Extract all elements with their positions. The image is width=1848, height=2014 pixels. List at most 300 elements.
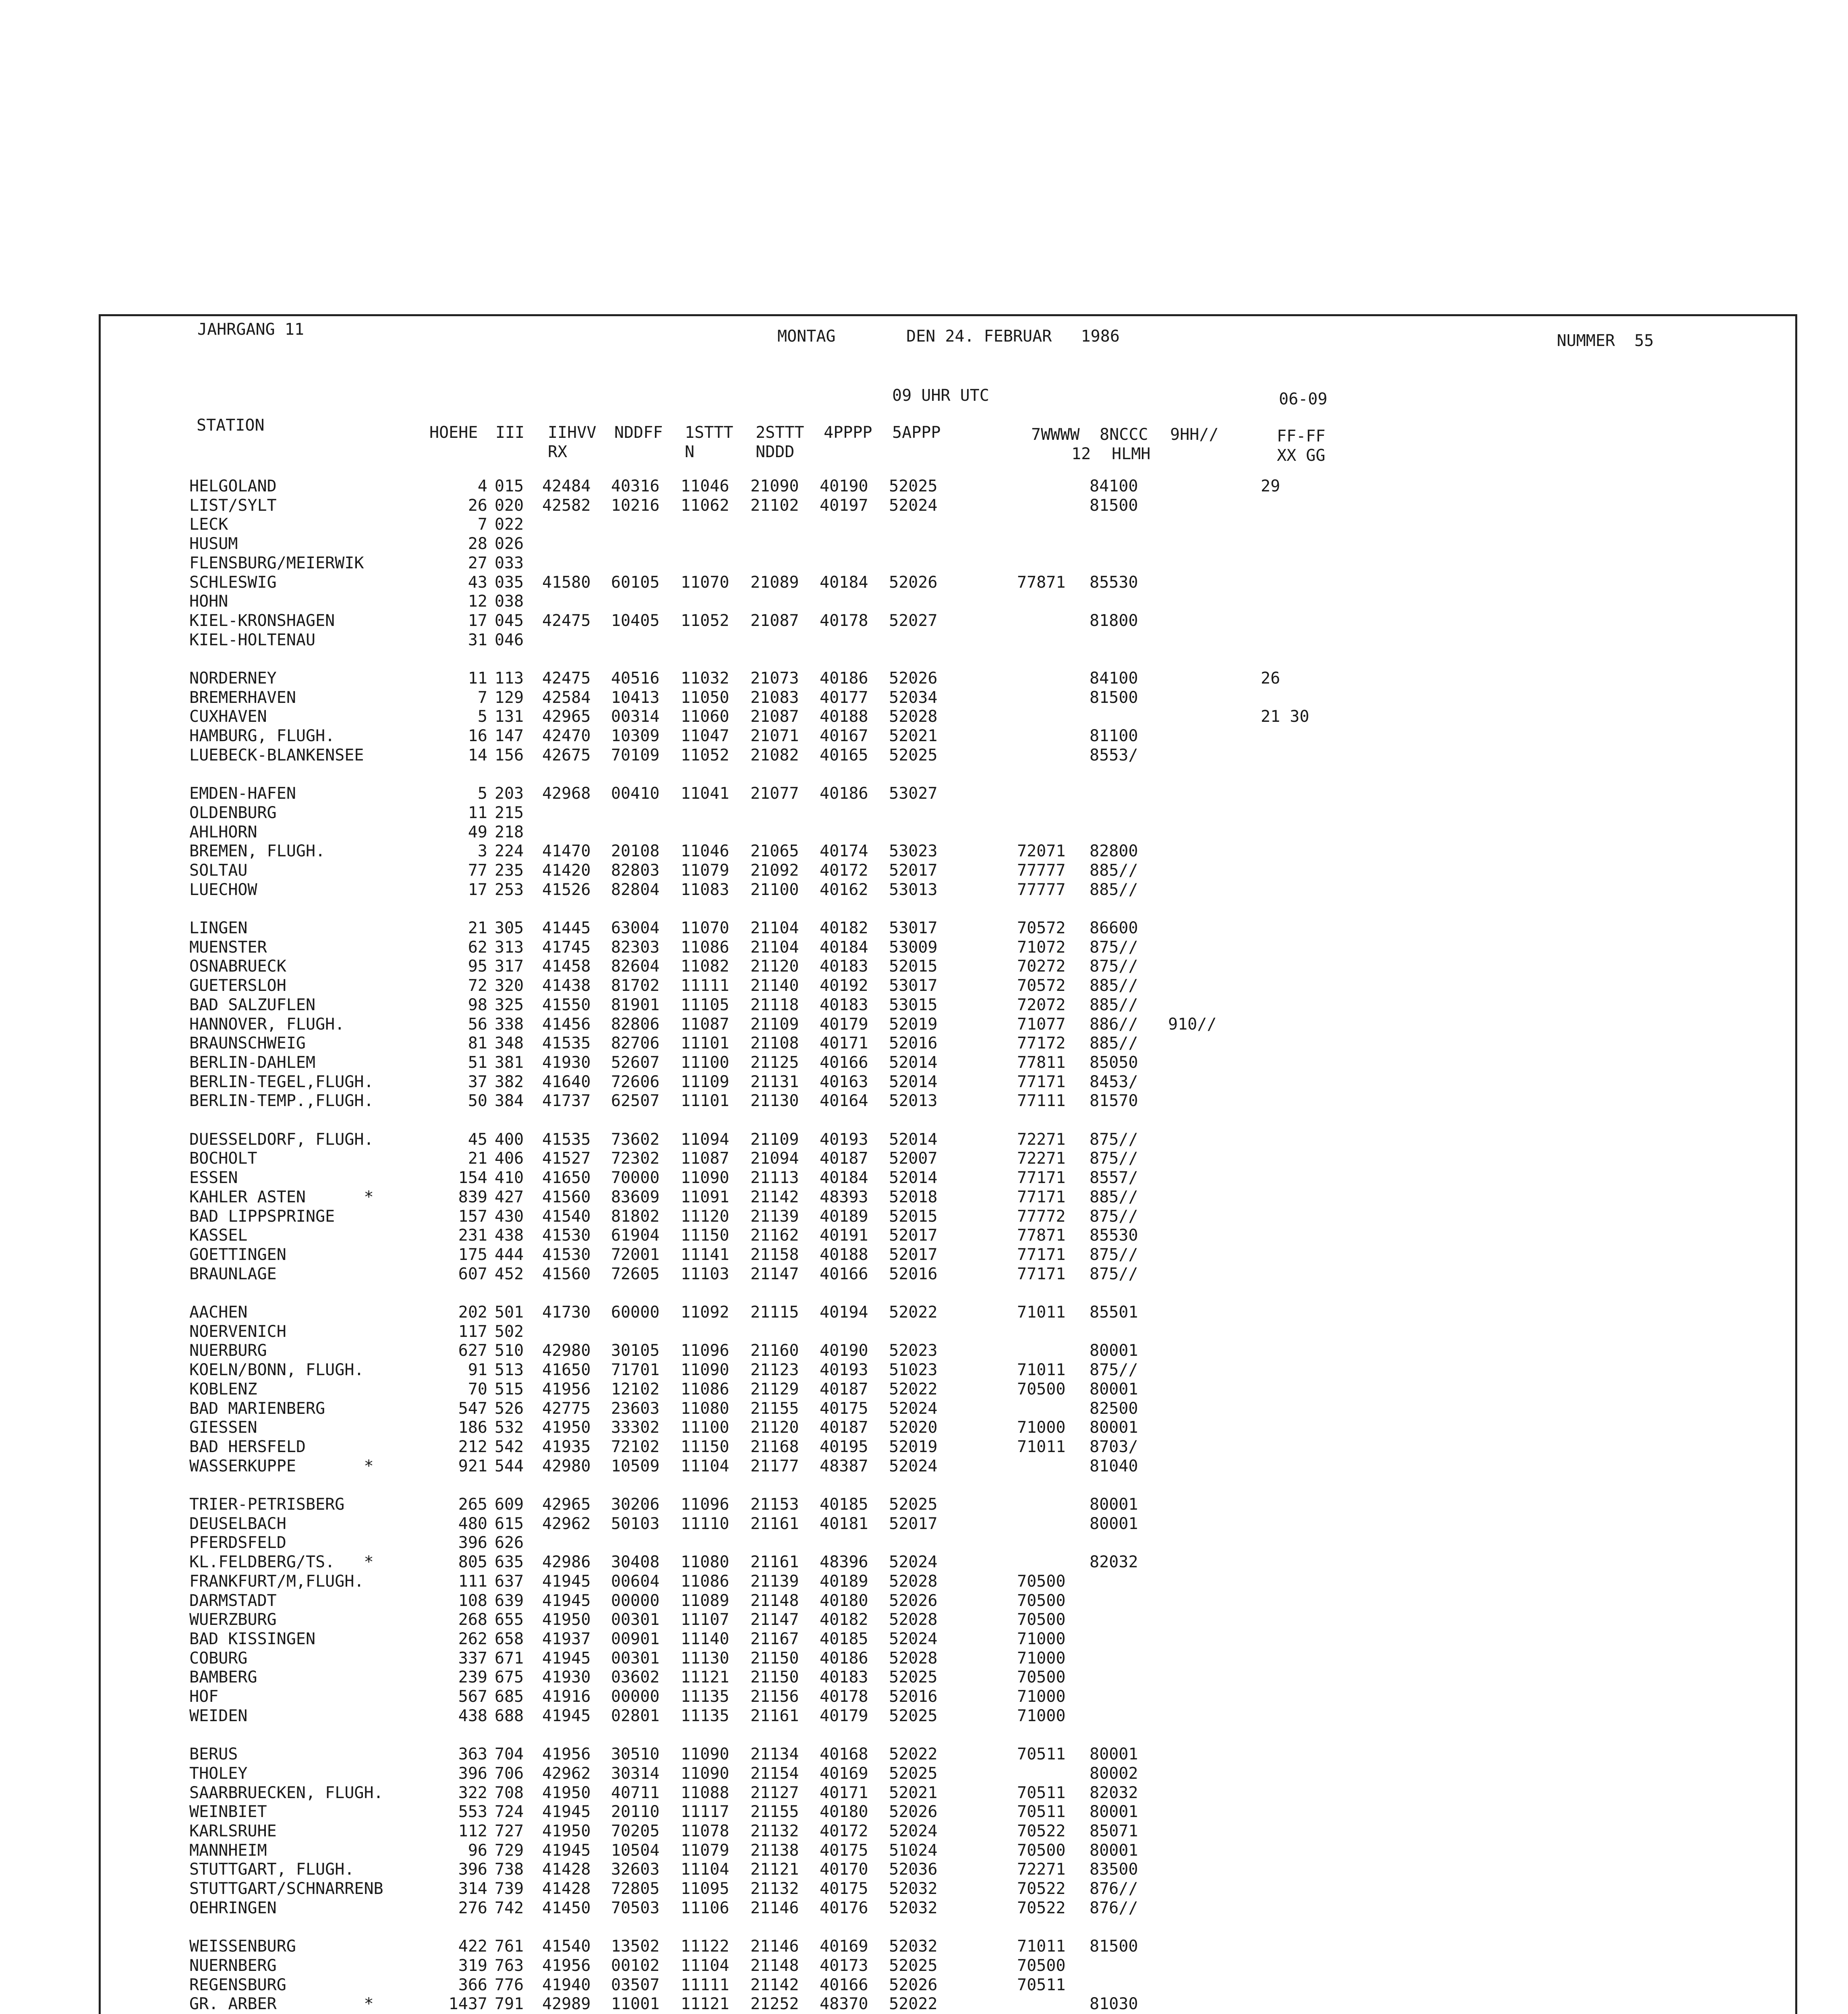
4pppp-value: 40169 [820, 1764, 868, 1783]
hoehe-value: 337 [458, 1649, 487, 1668]
nddff-value: 63004 [611, 919, 660, 937]
nddff-value: 00901 [611, 1630, 660, 1648]
table-row [0, 1322, 1848, 1341]
hoehe-value: 56 [468, 1015, 487, 1034]
5appp-value: 52024 [889, 1553, 938, 1571]
iihvv-value: 41945 [542, 1803, 591, 1821]
5appp-value: 53027 [889, 784, 938, 803]
7wwww-value: 77111 [1017, 1092, 1066, 1110]
5appp-value: 52025 [889, 1707, 938, 1725]
iihvv-value: 41650 [542, 1169, 591, 1187]
jahrgang-label: JAHRGANG 11 [197, 320, 304, 339]
date-label: DEN 24. FEBRUAR 1986 [906, 327, 1120, 346]
iii-value: 515 [495, 1380, 524, 1399]
4pppp-value: 40163 [820, 1073, 868, 1091]
8nccc-value: 80001 [1090, 1495, 1138, 1514]
iii-value: 147 [495, 727, 524, 745]
4pppp-value: 40179 [820, 1015, 868, 1034]
2sttt-value: 21113 [750, 1169, 799, 1187]
1sttt-value: 11120 [681, 1207, 729, 1226]
iii-value: 685 [495, 1687, 524, 1706]
7wwww-value: 77772 [1017, 1207, 1066, 1226]
col-2sttt-sub: NDDD [756, 443, 795, 461]
table-row [0, 534, 1848, 553]
iii-value: 215 [495, 804, 524, 822]
table-row [0, 823, 1848, 842]
7wwww-value: 71000 [1017, 1649, 1066, 1668]
8nccc-value: 875// [1090, 1361, 1138, 1379]
hoehe-value: 157 [458, 1207, 487, 1226]
2sttt-value: 21148 [750, 1591, 799, 1610]
5appp-value: 52032 [889, 1937, 938, 1956]
table-row [0, 918, 1848, 938]
col-8nccc: 8NCCC [1100, 425, 1148, 444]
table-row [0, 1303, 1848, 1322]
table-row [0, 669, 1848, 688]
nddff-value: 00301 [611, 1610, 660, 1629]
hoehe-value: 51 [468, 1053, 487, 1072]
8nccc-value: 84100 [1090, 669, 1138, 688]
station-name: BRAUNSCHWEIG [189, 1034, 306, 1053]
station-name: KOBLENZ [189, 1380, 257, 1399]
iii-value: 325 [495, 996, 524, 1014]
table-row [0, 611, 1848, 630]
hoehe-value: 21 [468, 919, 487, 937]
iii-value: 406 [495, 1149, 524, 1168]
hoehe-value: 77 [468, 861, 487, 880]
station-name: HUSUM [189, 535, 238, 553]
hoehe-value: 27 [468, 554, 487, 572]
station-name: BERLIN-DAHLEM [189, 1053, 316, 1072]
4pppp-value: 40193 [820, 1130, 868, 1149]
iihvv-value: 42962 [542, 1764, 591, 1783]
iii-value: 655 [495, 1610, 524, 1629]
8nccc-value: 8553/ [1090, 746, 1138, 765]
nddff-value: 60000 [611, 1303, 660, 1322]
2sttt-value: 21130 [750, 1092, 799, 1110]
nddff-value: 20110 [611, 1803, 660, 1821]
station-name: BERLIN-TEGEL,FLUGH. [189, 1073, 374, 1091]
iii-value: 253 [495, 881, 524, 899]
1sttt-value: 11088 [681, 1784, 729, 1802]
7wwww-value: 70511 [1017, 1803, 1066, 1821]
5appp-value: 52026 [889, 669, 938, 688]
2sttt-value: 21132 [750, 1879, 799, 1898]
2sttt-value: 21154 [750, 1764, 799, 1783]
1sttt-value: 11111 [681, 1976, 729, 1994]
iihvv-value: 41737 [542, 1092, 591, 1110]
station-name: WASSERKUPPE * [189, 1457, 374, 1475]
hoehe-value: 627 [458, 1341, 487, 1360]
iii-value: 113 [495, 669, 524, 688]
5appp-value: 52027 [889, 611, 938, 630]
nddff-value: 82804 [611, 881, 660, 899]
5appp-value: 52025 [889, 477, 938, 495]
iii-value: 727 [495, 1822, 524, 1840]
iihvv-value: 41445 [542, 919, 591, 937]
hoehe-value: 5 [477, 707, 487, 726]
2sttt-value: 21109 [750, 1015, 799, 1034]
8nccc-value: 84100 [1090, 477, 1138, 495]
4pppp-value: 40180 [820, 1591, 868, 1610]
7wwww-value: 77811 [1017, 1053, 1066, 1072]
iii-value: 015 [495, 477, 524, 495]
iihvv-value: 41438 [542, 976, 591, 995]
ff-value: 26 [1261, 669, 1280, 688]
table-row [0, 1783, 1848, 1803]
table-row [0, 1879, 1848, 1898]
8nccc-value: 80001 [1090, 1745, 1138, 1763]
nddff-value: 23603 [611, 1399, 660, 1418]
8nccc-value: 81500 [1090, 496, 1138, 515]
1sttt-value: 11050 [681, 688, 729, 707]
iii-value: 635 [495, 1553, 524, 1571]
nddff-value: 82303 [611, 938, 660, 957]
hoehe-value: 396 [458, 1764, 487, 1783]
nddff-value: 81702 [611, 976, 660, 995]
2sttt-value: 21089 [750, 573, 799, 592]
nddff-value: 70205 [611, 1822, 660, 1840]
station-name: GR. ARBER * [189, 1995, 374, 2013]
2sttt-value: 21121 [750, 1860, 799, 1879]
hoehe-value: 1437 [448, 1995, 487, 2013]
table-row [0, 1994, 1848, 2014]
station-name: HAMBURG, FLUGH. [189, 727, 335, 745]
2sttt-value: 21102 [750, 496, 799, 515]
4pppp-value: 40178 [820, 1687, 868, 1706]
5appp-value: 52024 [889, 496, 938, 515]
hoehe-value: 921 [458, 1457, 487, 1475]
hoehe-value: 422 [458, 1937, 487, 1956]
iii-value: 501 [495, 1303, 524, 1322]
nddff-value: 00000 [611, 1591, 660, 1610]
2sttt-value: 21252 [750, 1995, 799, 2013]
1sttt-value: 11090 [681, 1169, 729, 1187]
5appp-value: 51024 [889, 1841, 938, 1860]
station-name: SAARBRUECKEN, FLUGH. [189, 1784, 383, 1802]
4pppp-value: 40183 [820, 996, 868, 1014]
4pppp-value: 48393 [820, 1188, 868, 1206]
5appp-value: 52025 [889, 1668, 938, 1687]
nddff-value: 30408 [611, 1553, 660, 1571]
7wwww-value: 71000 [1017, 1707, 1066, 1725]
8nccc-value: 85530 [1090, 573, 1138, 592]
1sttt-value: 11110 [681, 1515, 729, 1533]
hoehe-value: 319 [458, 1956, 487, 1975]
1sttt-value: 11104 [681, 1860, 729, 1879]
station-name: AHLHORN [189, 823, 257, 841]
station-name: NUERBURG [189, 1341, 267, 1360]
table-row [0, 938, 1848, 957]
col-hoehe: HOEHE [429, 423, 478, 442]
8nccc-value: 81030 [1090, 1995, 1138, 2013]
table-row [0, 1264, 1848, 1284]
7wwww-value: 77171 [1017, 1188, 1066, 1206]
4pppp-value: 40180 [820, 1803, 868, 1821]
8nccc-value: 81100 [1090, 727, 1138, 745]
4pppp-value: 40182 [820, 919, 868, 937]
1sttt-value: 11079 [681, 861, 729, 880]
1sttt-value: 11150 [681, 1226, 729, 1245]
iihvv-value: 42675 [542, 746, 591, 765]
col-5appp: 5APPP [892, 423, 941, 442]
2sttt-value: 21109 [750, 1130, 799, 1149]
nddff-value: 72302 [611, 1149, 660, 1168]
iii-value: 317 [495, 957, 524, 976]
iihvv-value: 41560 [542, 1265, 591, 1283]
1sttt-value: 11087 [681, 1149, 729, 1168]
station-name: SOLTAU [189, 861, 248, 880]
table-row [0, 688, 1848, 707]
2sttt-value: 21087 [750, 707, 799, 726]
nddff-value: 33302 [611, 1418, 660, 1437]
station-name: DEUSELBACH [189, 1515, 286, 1533]
iihvv-value: 41930 [542, 1053, 591, 1072]
iii-value: 502 [495, 1322, 524, 1341]
hoehe-value: 16 [468, 727, 487, 745]
8nccc-value: 886// [1090, 1015, 1138, 1034]
8nccc-value: 80001 [1090, 1380, 1138, 1399]
table-row [0, 784, 1848, 803]
4pppp-value: 40184 [820, 938, 868, 957]
7wwww-value: 70522 [1017, 1822, 1066, 1840]
2sttt-value: 21160 [750, 1341, 799, 1360]
hoehe-value: 70 [468, 1380, 487, 1399]
col-8nccc-sub: HLMH [1112, 445, 1151, 463]
4pppp-value: 40184 [820, 573, 868, 592]
1sttt-value: 11090 [681, 1745, 729, 1763]
iihvv-value: 42980 [542, 1457, 591, 1475]
5appp-value: 52016 [889, 1687, 938, 1706]
2sttt-value: 21139 [750, 1207, 799, 1226]
1sttt-value: 11100 [681, 1053, 729, 1072]
4pppp-value: 40167 [820, 727, 868, 745]
7wwww-value: 70572 [1017, 976, 1066, 995]
1sttt-value: 11100 [681, 1418, 729, 1437]
7wwww-value: 77777 [1017, 861, 1066, 880]
8nccc-value: 86600 [1090, 919, 1138, 937]
5appp-value: 52015 [889, 957, 938, 976]
1sttt-value: 11135 [681, 1687, 729, 1706]
table-row [0, 515, 1848, 534]
col-9hh: 9HH// [1170, 425, 1219, 444]
2sttt-value: 21161 [750, 1515, 799, 1533]
iihvv-value: 41470 [542, 842, 591, 860]
iihvv-value: 41945 [542, 1841, 591, 1860]
col-iihvv-sub: RX [548, 443, 568, 461]
nddff-value: 52607 [611, 1053, 660, 1072]
iii-value: 320 [495, 976, 524, 995]
8nccc-value: 875// [1090, 1207, 1138, 1226]
1sttt-value: 11101 [681, 1092, 729, 1110]
1sttt-value: 11096 [681, 1495, 729, 1514]
station-name: OEHRINGEN [189, 1899, 277, 1917]
table-row [0, 1572, 1848, 1591]
2sttt-value: 21150 [750, 1668, 799, 1687]
table-row [0, 1437, 1848, 1457]
iii-value: 382 [495, 1073, 524, 1091]
station-name: GOETTINGEN [189, 1245, 286, 1264]
station-name: BREMERHAVEN [189, 688, 296, 707]
station-name: MUENSTER [189, 938, 267, 957]
4pppp-value: 40162 [820, 881, 868, 899]
hoehe-value: 21 [468, 1149, 487, 1168]
2sttt-value: 21104 [750, 919, 799, 937]
1sttt-value: 11083 [681, 881, 729, 899]
hoehe-value: 12 [468, 592, 487, 611]
ff-value: 21 30 [1261, 707, 1309, 726]
iii-value: 763 [495, 1956, 524, 1975]
7wwww-value: 71000 [1017, 1418, 1066, 1437]
5appp-value: 53009 [889, 938, 938, 957]
iihvv-value: 41535 [542, 1034, 591, 1053]
2sttt-value: 21073 [750, 669, 799, 688]
1sttt-value: 11150 [681, 1438, 729, 1456]
station-name: WEIDEN [189, 1707, 248, 1725]
1sttt-value: 11082 [681, 957, 729, 976]
7wwww-value: 77171 [1017, 1245, 1066, 1264]
hoehe-value: 49 [468, 823, 487, 841]
hoehe-value: 81 [468, 1034, 487, 1053]
iii-value: 688 [495, 1707, 524, 1725]
4pppp-value: 40170 [820, 1860, 868, 1879]
2sttt-value: 21150 [750, 1649, 799, 1668]
iii-value: 542 [495, 1438, 524, 1456]
7wwww-value: 70511 [1017, 1784, 1066, 1802]
1sttt-value: 11080 [681, 1553, 729, 1571]
iii-value: 384 [495, 1092, 524, 1110]
5appp-value: 52014 [889, 1073, 938, 1091]
1sttt-value: 11086 [681, 938, 729, 957]
1sttt-value: 11087 [681, 1015, 729, 1034]
hoehe-value: 98 [468, 996, 487, 1014]
iihvv-value: 42980 [542, 1341, 591, 1360]
table-row [0, 1937, 1848, 1956]
4pppp-value: 48396 [820, 1553, 868, 1571]
nddff-value: 13502 [611, 1937, 660, 1956]
iii-value: 046 [495, 631, 524, 649]
4pppp-value: 48370 [820, 1995, 868, 2013]
5appp-value: 52024 [889, 1457, 938, 1475]
iii-value: 510 [495, 1341, 524, 1360]
8nccc-value: 885// [1090, 976, 1138, 995]
7wwww-value: 71011 [1017, 1438, 1066, 1456]
table-row [0, 861, 1848, 880]
4pppp-value: 40182 [820, 1610, 868, 1629]
station-name: KIEL-KRONSHAGEN [189, 611, 335, 630]
hoehe-value: 4 [477, 477, 487, 495]
station-name: OLDENBURG [189, 804, 277, 822]
station-name: TRIER-PETRISBERG [189, 1495, 345, 1514]
5appp-value: 52024 [889, 1822, 938, 1840]
col-4pppp: 4PPPP [824, 423, 872, 442]
5appp-value: 52021 [889, 727, 938, 745]
col-ff: FF-FF [1277, 427, 1326, 445]
nddff-value: 10405 [611, 611, 660, 630]
1sttt-value: 11135 [681, 1707, 729, 1725]
station-name: KARLSRUHE [189, 1822, 277, 1840]
4pppp-value: 40166 [820, 1265, 868, 1283]
nddff-value: 82806 [611, 1015, 660, 1034]
5appp-value: 52024 [889, 1630, 938, 1648]
iihvv-value: 41650 [542, 1361, 591, 1379]
4pppp-value: 40183 [820, 1668, 868, 1687]
2sttt-value: 21167 [750, 1630, 799, 1648]
hoehe-value: 175 [458, 1245, 487, 1264]
5appp-value: 52016 [889, 1034, 938, 1053]
5appp-value: 52017 [889, 1226, 938, 1245]
station-name: LECK [189, 515, 228, 534]
hoehe-value: 50 [468, 1092, 487, 1110]
1sttt-value: 11090 [681, 1764, 729, 1783]
8nccc-value: 83500 [1090, 1860, 1138, 1879]
4pppp-value: 40190 [820, 1341, 868, 1360]
2sttt-value: 21100 [750, 881, 799, 899]
col-nddff: NDDFF [614, 423, 663, 442]
8nccc-value: 885// [1090, 996, 1138, 1014]
table-row [0, 1745, 1848, 1764]
iii-value: 615 [495, 1515, 524, 1533]
1sttt-value: 11041 [681, 784, 729, 803]
1sttt-value: 11103 [681, 1265, 729, 1283]
station-name: WEISSENBURG [189, 1937, 296, 1956]
iii-value: 706 [495, 1764, 524, 1783]
7wwww-value: 77171 [1017, 1265, 1066, 1283]
nddff-value: 00314 [611, 707, 660, 726]
8nccc-value: 82032 [1090, 1784, 1138, 1802]
iii-value: 026 [495, 535, 524, 553]
nddff-value: 71701 [611, 1361, 660, 1379]
7wwww-value: 77171 [1017, 1169, 1066, 1187]
1sttt-value: 11046 [681, 842, 729, 860]
iihvv-value: 41935 [542, 1438, 591, 1456]
iihvv-value: 41540 [542, 1207, 591, 1226]
station-name: OSNABRUECK [189, 957, 286, 976]
issue-number: NUMMER 55 [1557, 332, 1654, 350]
nddff-value: 50103 [611, 1515, 660, 1533]
8nccc-value: 81040 [1090, 1457, 1138, 1475]
table-row [0, 1706, 1848, 1726]
1sttt-value: 11094 [681, 1130, 729, 1149]
2sttt-value: 21094 [750, 1149, 799, 1168]
iihvv-value: 41950 [542, 1418, 591, 1437]
4pppp-value: 40175 [820, 1399, 868, 1418]
5appp-value: 52013 [889, 1092, 938, 1110]
nddff-value: 00301 [611, 1649, 660, 1668]
nddff-value: 10413 [611, 688, 660, 707]
2sttt-value: 21123 [750, 1361, 799, 1379]
iihvv-value: 42986 [542, 1553, 591, 1571]
2sttt-value: 21155 [750, 1803, 799, 1821]
table-row [0, 1207, 1848, 1226]
nddff-value: 70000 [611, 1169, 660, 1187]
5appp-value: 52020 [889, 1418, 938, 1437]
iihvv-value: 41950 [542, 1784, 591, 1802]
4pppp-value: 40183 [820, 957, 868, 976]
iii-value: 430 [495, 1207, 524, 1226]
iihvv-value: 41930 [542, 1668, 591, 1687]
col-2sttt: 2STTT [756, 423, 804, 442]
7wwww-value: 71072 [1017, 938, 1066, 957]
4pppp-value: 40171 [820, 1034, 868, 1053]
7wwww-value: 77871 [1017, 1226, 1066, 1245]
table-row [0, 1552, 1848, 1572]
station-name: DARMSTADT [189, 1591, 277, 1610]
station-name: THOLEY [189, 1764, 248, 1783]
2sttt-value: 21120 [750, 957, 799, 976]
station-name: FRANKFURT/M,FLUGH. [189, 1572, 364, 1591]
4pppp-value: 40194 [820, 1303, 868, 1322]
